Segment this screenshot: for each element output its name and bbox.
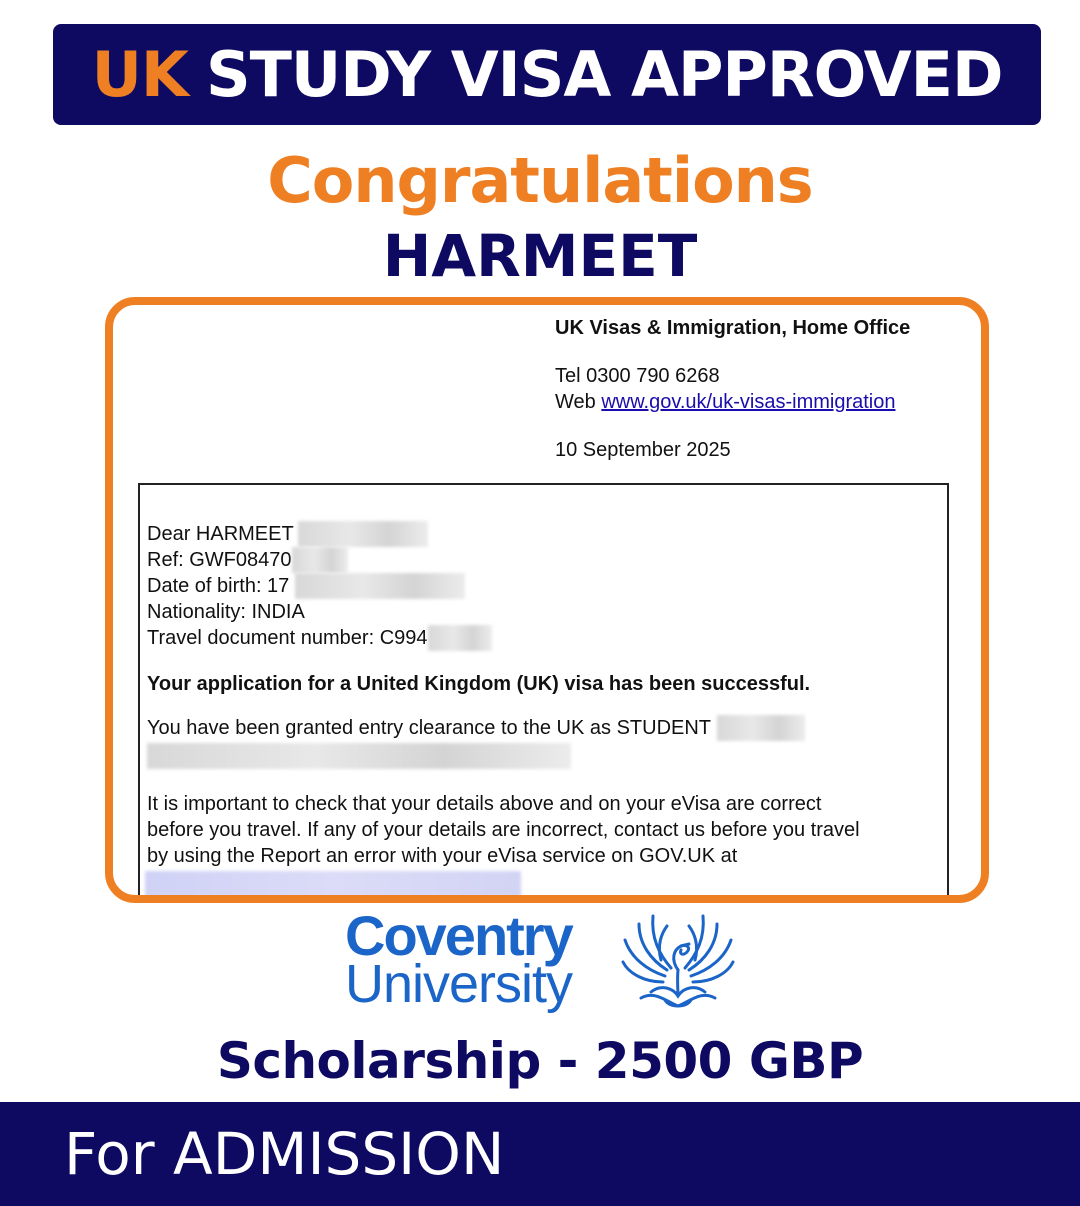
notice-line: by using the Report an error with your eVisa service on GOV.UK at xyxy=(147,845,738,867)
admission-banner xyxy=(0,1102,1080,1206)
letter-date: 10 September 2025 xyxy=(555,439,731,461)
ref-line xyxy=(147,547,492,573)
university-name-line1: Coventry xyxy=(345,904,572,967)
notice-line: before you travel. If any of your details are incorrect, contact us before you travel xyxy=(147,819,860,841)
dob-text: Date of birth: 17 xyxy=(147,575,290,597)
visa-approved-banner xyxy=(53,24,1041,125)
travel-doc-line xyxy=(147,625,492,651)
travel-doc-text: Travel document number: C994 xyxy=(147,627,428,649)
redacted-ref xyxy=(292,547,348,573)
nationality-text: Nationality: INDIA xyxy=(147,601,305,623)
student-name: HARMEET xyxy=(382,222,698,290)
redacted-report-link xyxy=(145,871,521,903)
banner-accent-text: UK xyxy=(91,38,188,111)
university-name-line2: University xyxy=(345,954,573,1014)
phoenix-icon xyxy=(621,910,735,1014)
web-label: Web xyxy=(555,391,596,413)
nationality-line xyxy=(147,599,492,625)
letter-organization: UK Visas & Immigration, Home Office xyxy=(555,317,911,339)
letter-header xyxy=(555,315,910,463)
letter-tel xyxy=(555,363,910,389)
admission-cta: For ADMISSION xyxy=(64,1120,505,1188)
letter-web xyxy=(555,389,910,415)
important-notice xyxy=(147,791,947,869)
visa-letter-frame xyxy=(105,297,989,903)
tel-label: Tel xyxy=(555,365,581,387)
redacted-visa-type xyxy=(717,715,805,741)
tel-number: 0300 790 6268 xyxy=(586,365,720,387)
dob-line xyxy=(147,573,492,599)
coventry-university-logo xyxy=(345,906,745,1018)
banner-title-text: STUDY VISA APPROVED xyxy=(205,38,1003,111)
redacted-travel-doc xyxy=(428,625,492,651)
congratulations-heading: Congratulations xyxy=(267,144,813,217)
scholarship-amount: Scholarship - 2500 GBP xyxy=(216,1032,864,1090)
redacted-surname xyxy=(298,521,428,547)
letter-body xyxy=(138,483,949,903)
granted-line xyxy=(147,715,805,741)
granted-text: You have been granted entry clearance to the UK as STUDENT xyxy=(147,717,712,739)
web-link[interactable]: www.gov.uk/uk-visas-immigration xyxy=(601,391,896,413)
dear-line xyxy=(147,521,492,547)
applicant-details xyxy=(147,521,492,651)
redacted-granted-details xyxy=(147,743,571,775)
visa-success-message: Your application for a United Kingdom (UK) visa has been successful. xyxy=(147,673,811,695)
notice-line: It is important to check that your details above and on your eVisa are correct xyxy=(147,793,822,815)
redacted-dob xyxy=(295,573,465,599)
dear-text: Dear HARMEET xyxy=(147,523,294,545)
ref-text: Ref: GWF08470 xyxy=(147,549,292,571)
